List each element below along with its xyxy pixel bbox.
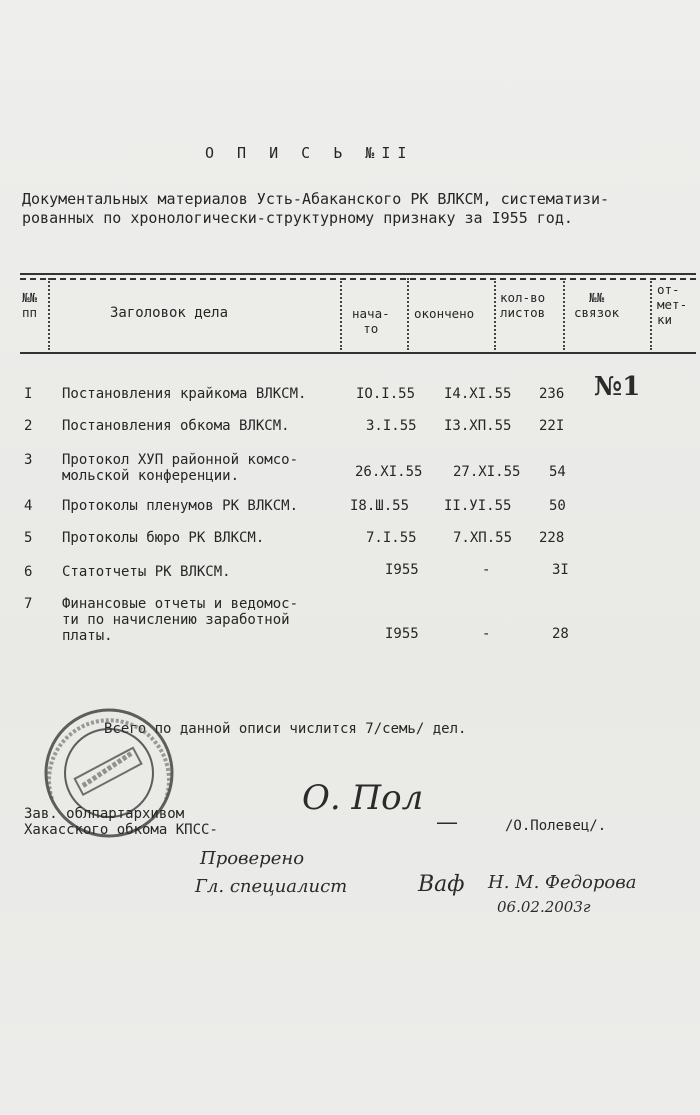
table-row-num: 5 <box>24 530 33 546</box>
table-row-title: Статотчеты РК ВЛКСМ. <box>62 564 231 580</box>
signatory-signature: О. Пол <box>302 778 424 818</box>
verification-signature: Ваф <box>418 872 465 897</box>
header-start: нача- то <box>352 306 390 336</box>
table-row-title: Протоколы бюро РК ВЛКСМ. <box>62 530 265 546</box>
header-num: №№ пп <box>22 290 38 320</box>
table-row-start: I955 <box>385 562 419 578</box>
table-row-start: IO.I.55 <box>356 386 416 402</box>
table-row-start: I8.Ш.55 <box>350 498 410 514</box>
table-row-start: 26.XI.55 <box>355 464 423 480</box>
table-row-sheets: 50 <box>549 498 566 514</box>
header-bundles: №№ связок <box>574 290 620 320</box>
column-separator <box>48 278 50 350</box>
verification-checked: Проверено <box>200 848 305 869</box>
table-row-num: 4 <box>24 498 33 514</box>
bundle-number-handwritten: №1 <box>594 372 641 402</box>
header-title: Заголовок дела <box>110 305 229 321</box>
column-separator <box>650 278 652 350</box>
table-row-title: Постановления обкома ВЛКСМ. <box>62 418 290 434</box>
table-row-sheets: 22I <box>539 418 565 434</box>
table-row-num: I <box>24 386 33 402</box>
header-notes: от- мет- ки <box>657 282 688 327</box>
total-count: Всего по данной описи числится 7/семь/ дел. <box>104 721 467 737</box>
table-row-num: 3 <box>24 452 33 468</box>
column-separator <box>494 278 496 350</box>
signatory-position: Зав. облпартархивом Хакасского обкома КПСС- <box>24 806 218 838</box>
table-row-sheets: 228 <box>539 530 565 546</box>
column-separator <box>563 278 565 350</box>
table-row-end: - <box>482 562 491 578</box>
table-top-rule <box>20 273 696 275</box>
verification-date: 06.02.2003г <box>497 898 591 916</box>
table-row-sheets: 28 <box>552 626 569 642</box>
header-end: окончено <box>414 306 475 321</box>
table-row-start: 3.I.55 <box>366 418 417 434</box>
table-row-end: I4.XI.55 <box>444 386 512 402</box>
description-line: Документальных материалов Усть-Абаканского РК ВЛКСМ, систематизи- <box>22 190 609 208</box>
table-row-num: 7 <box>24 596 33 612</box>
table-row-title: Протокол ХУП районной комсо- мольской конференции. <box>62 452 299 484</box>
verification-name: Н. М. Федорова <box>488 872 637 893</box>
table-row-start: 7.I.55 <box>366 530 417 546</box>
table-row-start: I955 <box>385 626 419 642</box>
document-description <box>22 190 609 228</box>
table-row-end: 27.XI.55 <box>453 464 521 480</box>
table-row-end: II.УI.55 <box>444 498 512 514</box>
table-row-title: Постановления крайкома ВЛКСМ. <box>62 386 307 402</box>
table-row-end: - <box>482 626 491 642</box>
verification-role: Гл. специалист <box>195 876 348 897</box>
column-separator <box>340 278 342 350</box>
table-row-num: 2 <box>24 418 33 434</box>
document-title: О П И С Ь №II <box>205 144 414 162</box>
table-row-sheets: 3I <box>552 562 569 578</box>
header-sheets: кол-во листов <box>500 290 546 320</box>
table-row-sheets: 54 <box>549 464 566 480</box>
table-row-sheets: 236 <box>539 386 565 402</box>
table-row-end: I3.XП.55 <box>444 418 512 434</box>
signatory-name: /О.Полевец/. <box>505 818 607 834</box>
table-row-title: Финансовые отчеты и ведомос- ти по начислению заработной платы. <box>62 596 299 644</box>
table-row-title: Протоколы пленумов РК ВЛКСМ. <box>62 498 299 514</box>
column-separator <box>407 278 409 350</box>
table-header-bottom-rule <box>20 352 696 354</box>
description-line: рованных по хронологически-структурному признаку за I955 год. <box>22 209 573 227</box>
signature-stroke: — <box>436 810 458 835</box>
table-top-dashed-rule <box>20 278 696 280</box>
table-row-end: 7.XП.55 <box>453 530 513 546</box>
table-row-num: 6 <box>24 564 33 580</box>
